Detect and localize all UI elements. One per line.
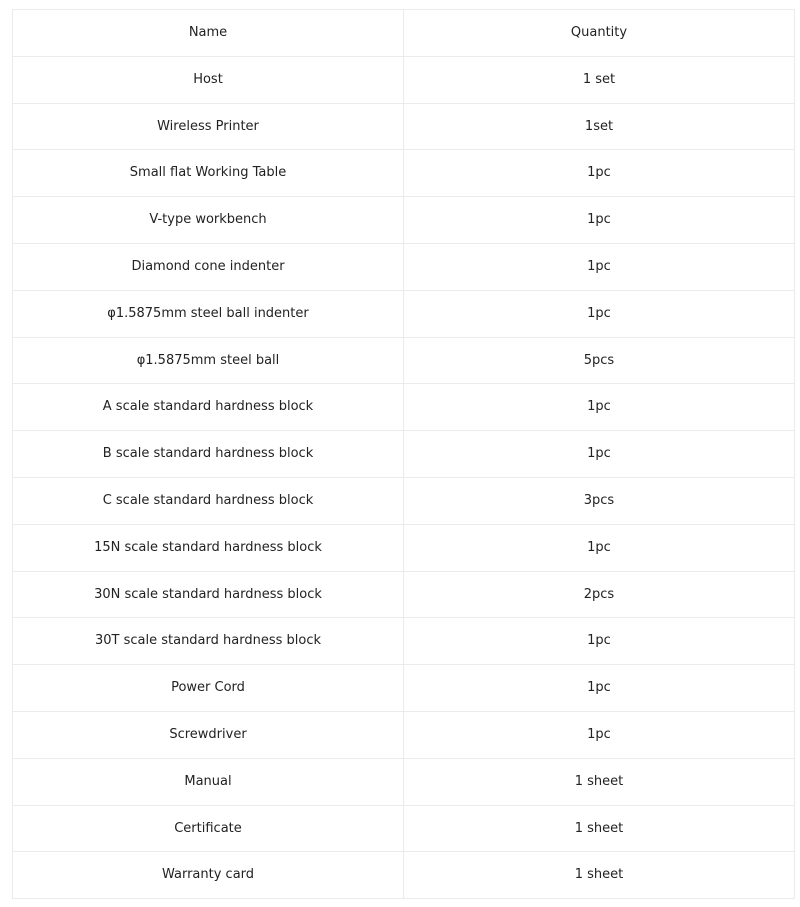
cell-name: Wireless Printer [13, 103, 404, 150]
cell-quantity: 1 sheet [404, 852, 795, 899]
cell-name: Warranty card [13, 852, 404, 899]
cell-quantity: 1 sheet [404, 758, 795, 805]
cell-name: φ1.5875mm steel ball indenter [13, 290, 404, 337]
table-row [13, 431, 795, 478]
table-row [13, 711, 795, 758]
cell-quantity: 1pc [404, 290, 795, 337]
cell-name: Screwdriver [13, 711, 404, 758]
table-row [13, 243, 795, 290]
packing-list-table [12, 9, 795, 899]
table-row [13, 571, 795, 618]
table-row [13, 103, 795, 150]
table-row [13, 384, 795, 431]
cell-name: B scale standard hardness block [13, 431, 404, 478]
cell-quantity: 1pc [404, 150, 795, 197]
cell-name: φ1.5875mm steel ball [13, 337, 404, 384]
cell-quantity: 1pc [404, 384, 795, 431]
cell-name: 30T scale standard hardness block [13, 618, 404, 665]
table-row [13, 618, 795, 665]
cell-name: Manual [13, 758, 404, 805]
column-header-quantity: Quantity [404, 10, 795, 57]
cell-quantity: 1pc [404, 618, 795, 665]
cell-name: Power Cord [13, 665, 404, 712]
table-row [13, 197, 795, 244]
cell-name: C scale standard hardness block [13, 477, 404, 524]
table-row [13, 758, 795, 805]
table-row [13, 524, 795, 571]
cell-quantity: 1pc [404, 711, 795, 758]
cell-name: Small flat Working Table [13, 150, 404, 197]
table-row [13, 56, 795, 103]
cell-name: A scale standard hardness block [13, 384, 404, 431]
cell-quantity: 1set [404, 103, 795, 150]
cell-quantity: 5pcs [404, 337, 795, 384]
table-row [13, 805, 795, 852]
cell-quantity: 3pcs [404, 477, 795, 524]
packing-list-table-container [12, 9, 794, 899]
cell-name: V-type workbench [13, 197, 404, 244]
table-header-row [13, 10, 795, 57]
cell-name: Diamond cone indenter [13, 243, 404, 290]
table-row [13, 665, 795, 712]
cell-quantity: 1pc [404, 243, 795, 290]
cell-quantity: 1pc [404, 665, 795, 712]
table-row [13, 852, 795, 899]
cell-name: 15N scale standard hardness block [13, 524, 404, 571]
cell-quantity: 1 set [404, 56, 795, 103]
cell-quantity: 1 sheet [404, 805, 795, 852]
table-row [13, 477, 795, 524]
cell-name: Certificate [13, 805, 404, 852]
cell-quantity: 2pcs [404, 571, 795, 618]
table-row [13, 337, 795, 384]
cell-name: 30N scale standard hardness block [13, 571, 404, 618]
table-row [13, 290, 795, 337]
cell-quantity: 1pc [404, 197, 795, 244]
cell-name: Host [13, 56, 404, 103]
table-row [13, 150, 795, 197]
cell-quantity: 1pc [404, 524, 795, 571]
column-header-name: Name [13, 10, 404, 57]
cell-quantity: 1pc [404, 431, 795, 478]
